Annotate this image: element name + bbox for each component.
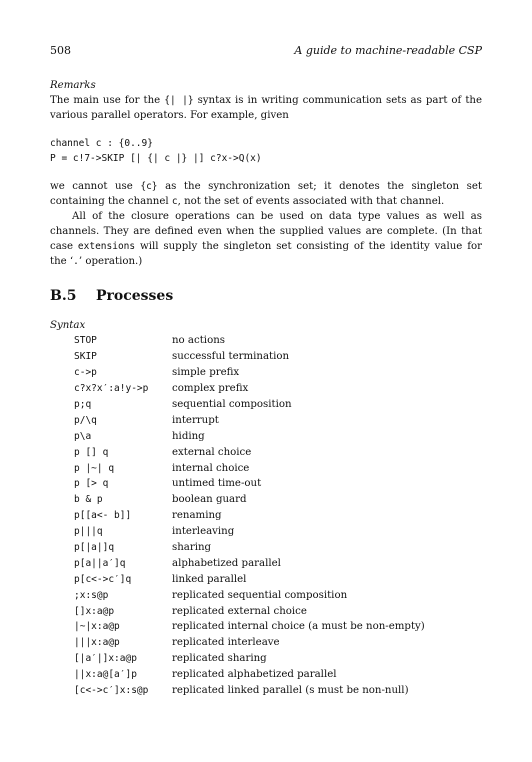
code-inline: .: [73, 256, 79, 267]
syntax-row: [74, 333, 482, 349]
syntax-row: [74, 603, 482, 619]
syntax-row: [74, 349, 482, 365]
syntax-term: ||x:a@[a′]p: [74, 669, 137, 681]
syntax-row: [74, 540, 482, 556]
syntax-description: successful termination: [172, 351, 290, 363]
syntax-description: replicated sharing: [172, 653, 267, 665]
code-inline: {c}: [140, 181, 158, 192]
syntax-description: untimed time-out: [172, 478, 262, 490]
code-inline: {| |}: [164, 95, 194, 106]
syntax-term: p[|a|]q: [74, 542, 115, 554]
syntax-description: replicated sequential composition: [172, 589, 348, 601]
remarks-paragraph-1: [50, 93, 482, 123]
syntax-description: replicated internal choice (a must be non-empty): [172, 621, 425, 633]
code-inline: extensions: [77, 241, 136, 252]
section-heading: [50, 289, 482, 304]
syntax-term: p [] q: [74, 446, 109, 458]
text-span: ’ operation.): [78, 256, 143, 267]
code-example: [50, 136, 482, 166]
syntax-description: complex prefix: [172, 383, 249, 395]
page-number: 508: [50, 44, 71, 57]
text-span: , not the set of events associated with that channel.: [177, 196, 445, 207]
syntax-term: p |~| q: [74, 462, 115, 474]
text-span: syntax is in writing communication sets as part of the various parallel operators. For example, given: [50, 95, 482, 121]
syntax-row: [74, 428, 482, 444]
syntax-term: ;x:s@p: [74, 589, 109, 601]
syntax-term: p;q: [74, 399, 92, 410]
syntax-row: [74, 397, 482, 413]
syntax-description: sharing: [172, 542, 212, 554]
section-number: B.5: [50, 288, 77, 304]
remarks-paragraph-2: [50, 179, 482, 209]
syntax-row: [74, 571, 482, 587]
syntax-description: linked parallel: [172, 573, 247, 585]
syntax-term: []x:a@p: [74, 605, 115, 617]
syntax-term: [|a′|]x:a@p: [74, 653, 137, 665]
syntax-term: p[[a<- b]]: [74, 510, 132, 522]
syntax-description: replicated linked parallel (s must be non-null): [172, 685, 409, 697]
syntax-heading: Syntax: [50, 320, 86, 331]
text-span: will supply the singleton set consisting of the identity value for the ‘: [50, 241, 482, 267]
page-content: [50, 78, 482, 698]
syntax-description: external choice: [172, 446, 252, 458]
syntax-description: alphabetized parallel: [172, 557, 281, 569]
syntax-description: no actions: [172, 335, 225, 347]
syntax-row: [74, 635, 482, 651]
remarks-paragraph-3: [50, 209, 482, 269]
syntax-row: [74, 476, 482, 492]
syntax-term: p[a||a′]q: [74, 557, 126, 569]
syntax-description: replicated external choice: [172, 605, 307, 617]
syntax-term: |||x:a@p: [74, 637, 120, 649]
syntax-description: internal choice: [172, 462, 250, 474]
syntax-term: c?x?x′:a!y->p: [74, 383, 149, 395]
syntax-description: renaming: [172, 510, 222, 522]
syntax-row: [74, 667, 482, 683]
syntax-row: [74, 381, 482, 397]
syntax-row: [74, 412, 482, 428]
syntax-term: SKIP: [74, 351, 97, 363]
remarks-heading: Remarks: [50, 80, 96, 91]
syntax-row: [74, 555, 482, 571]
syntax-description: hiding: [172, 430, 205, 442]
syntax-row: [74, 683, 482, 699]
syntax-term: p/\q: [74, 414, 97, 426]
syntax-term: p [> q: [74, 478, 109, 490]
syntax-term: [c<->c′]x:s@p: [74, 685, 149, 697]
text-span: The main use for the: [50, 95, 165, 106]
syntax-description: interleaving: [172, 526, 235, 538]
syntax-row: [74, 444, 482, 460]
section-title: Processes: [96, 288, 174, 304]
code-line: channel c : {0..9}: [50, 138, 153, 149]
syntax-description: replicated alphabetized parallel: [172, 669, 337, 681]
code-line: P = c!7->SKIP [| {| c |} |] c?x->Q(x): [50, 153, 262, 164]
syntax-description: replicated interleave: [172, 637, 280, 649]
syntax-term: p[c<->c′]q: [74, 573, 132, 585]
syntax-term: p\a: [74, 430, 92, 442]
syntax-term: |~|x:a@p: [74, 621, 120, 633]
syntax-term: p|||q: [74, 526, 103, 538]
running-title: A guide to machine-readable CSP: [294, 44, 482, 57]
text-span: All of the closure operations can be used on data type values as well as channels. They are defined even when the supplied values are complete. (In that case: [50, 211, 482, 252]
syntax-row: [74, 651, 482, 667]
syntax-description: simple prefix: [172, 367, 240, 379]
syntax-description: interrupt: [172, 414, 219, 426]
syntax-row: [74, 587, 482, 603]
syntax-description: boolean guard: [172, 494, 247, 506]
syntax-row: [74, 365, 482, 381]
text-span: as the synchronization set; it denotes the singleton set containing the channel: [50, 181, 482, 207]
syntax-row: [74, 524, 482, 540]
syntax-table: [74, 333, 482, 698]
syntax-row: [74, 619, 482, 635]
syntax-row: [74, 508, 482, 524]
syntax-row: [74, 460, 482, 476]
text-span: we cannot use: [50, 181, 141, 192]
syntax-term: STOP: [74, 335, 97, 347]
syntax-row: [74, 492, 482, 508]
code-inline: c: [171, 196, 178, 207]
syntax-description: sequential composition: [172, 399, 292, 410]
syntax-term: b & p: [74, 494, 103, 506]
syntax-term: c->p: [74, 367, 97, 379]
